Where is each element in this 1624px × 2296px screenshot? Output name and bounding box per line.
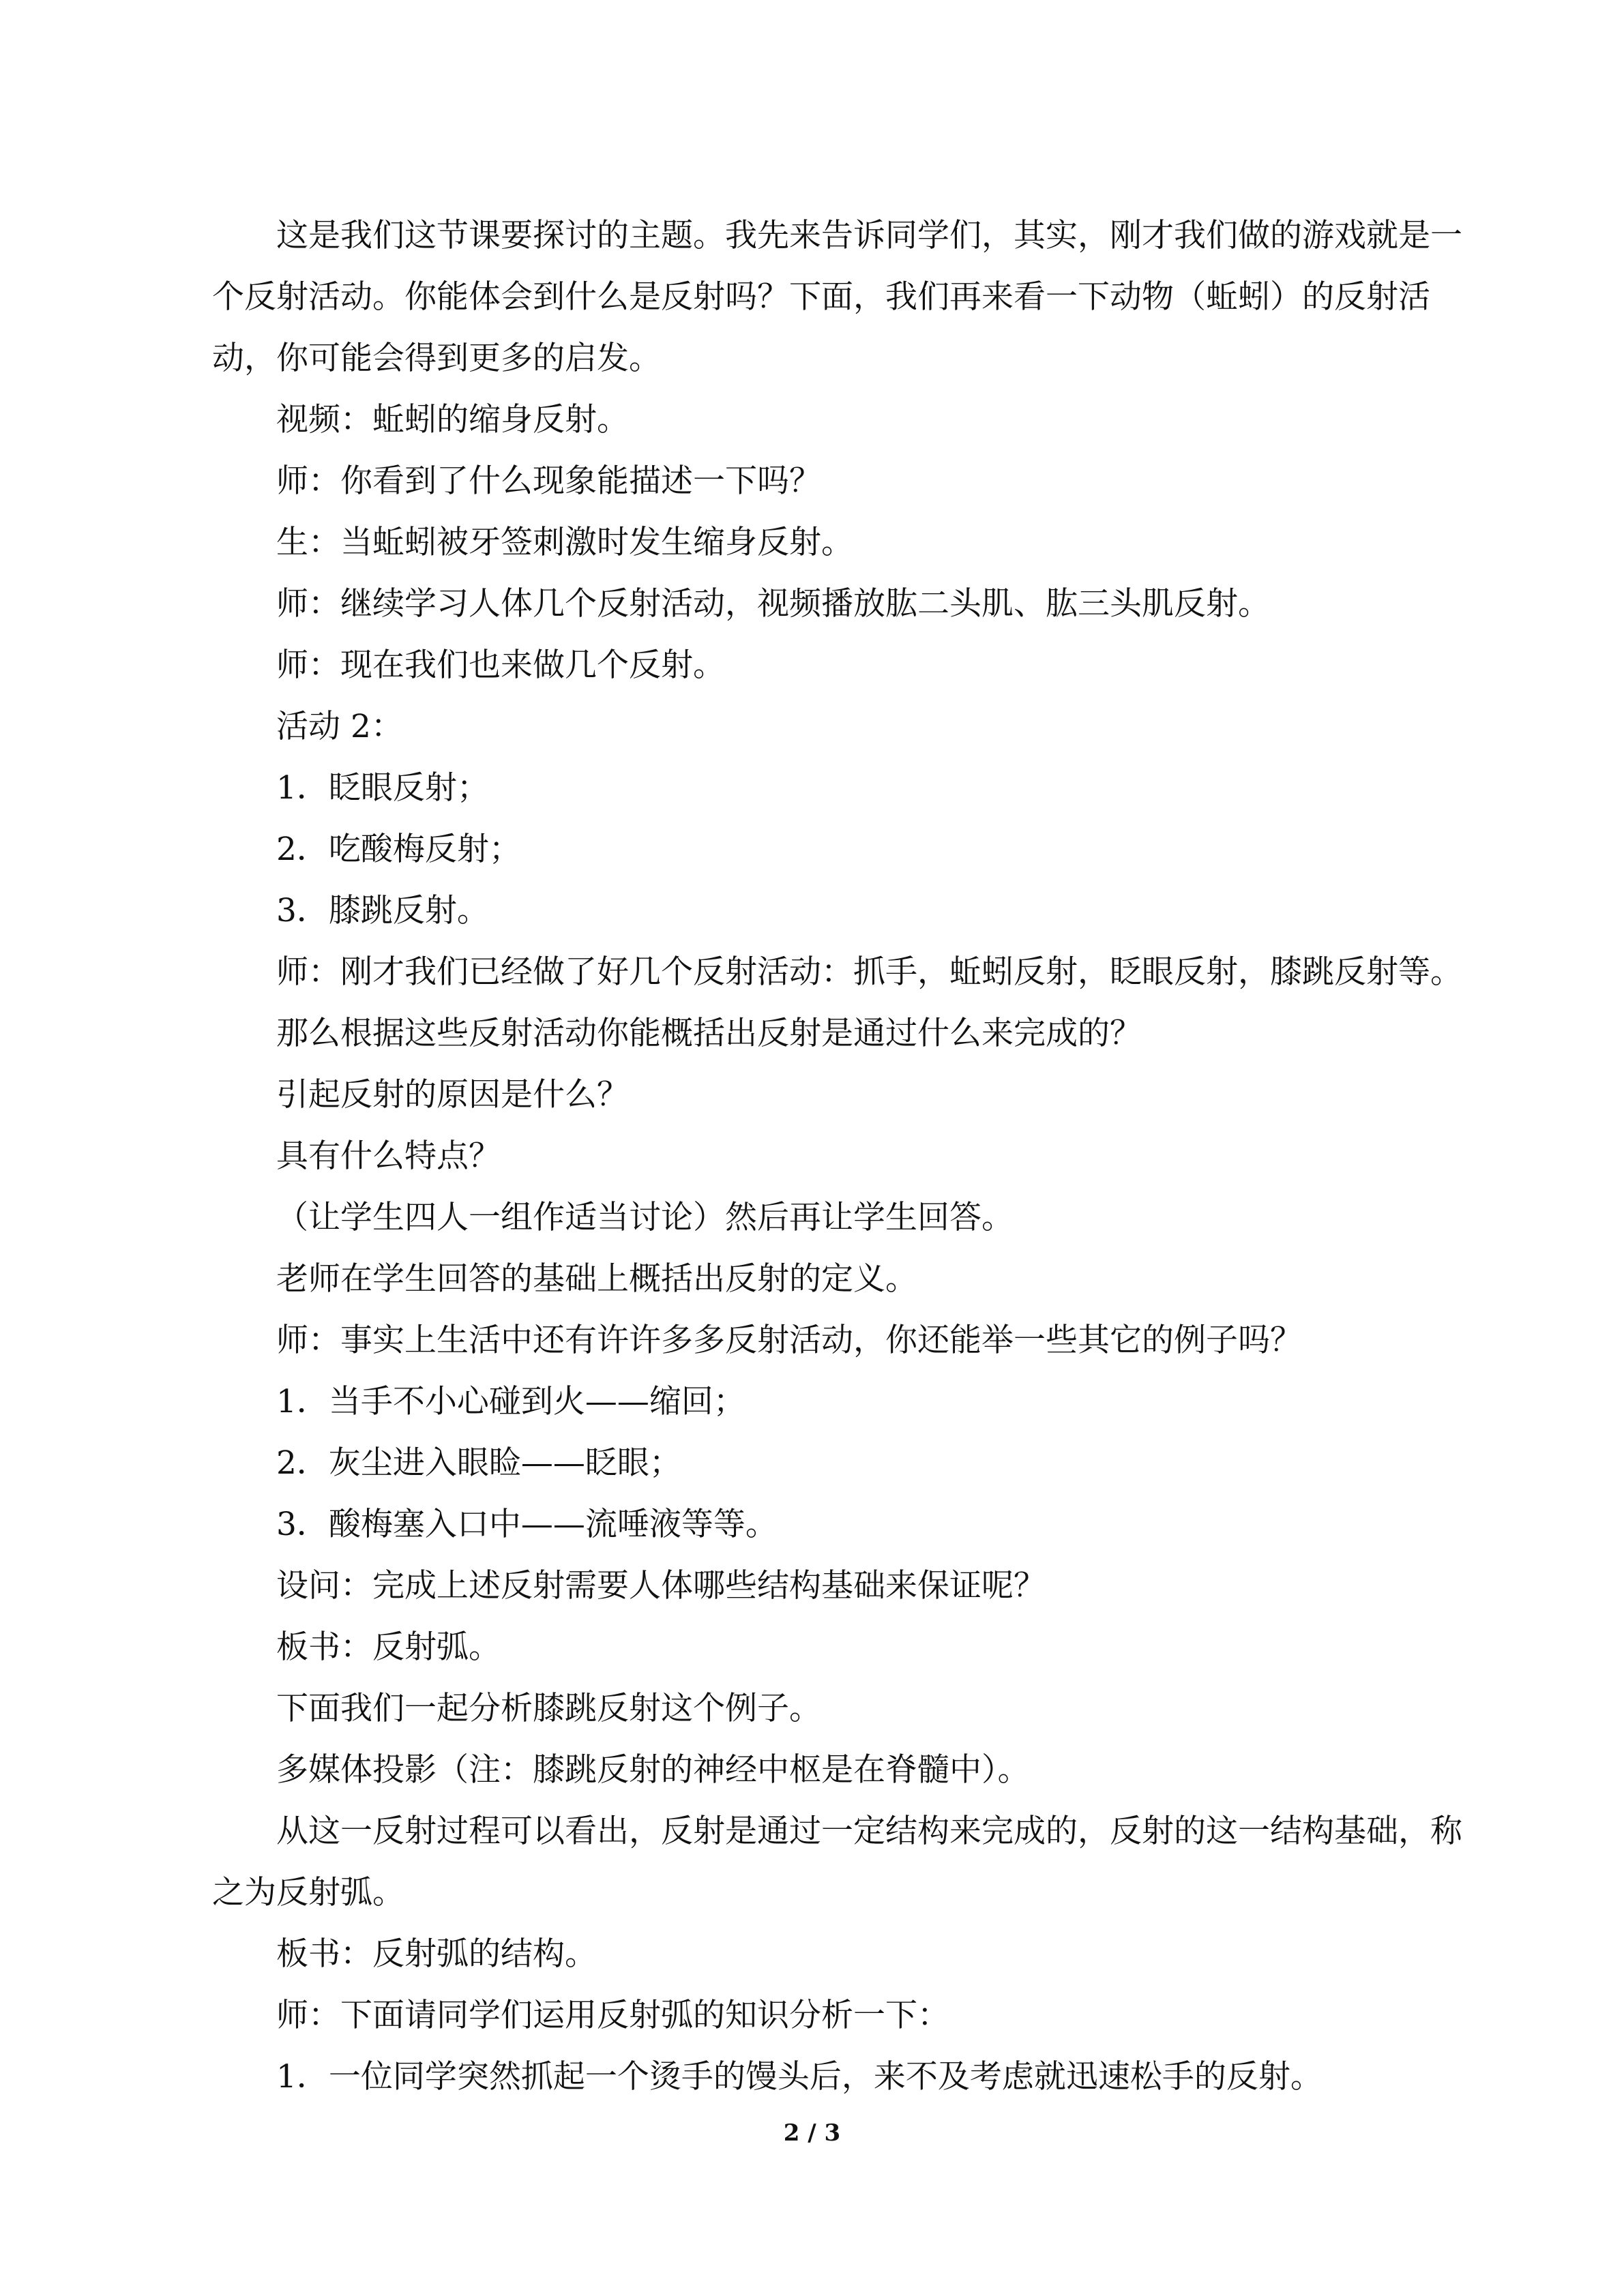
paragraph: 视频：蚯蚓的缩身反射。 [276,401,629,438]
document-body [212,205,1479,2108]
paragraph: 师：刚才我们已经做了好几个反射活动：抓手，蚯蚓反射，眨眼反射，膝跳反射等。 [276,953,1462,991]
paragraph: 下面我们一起分析膝跳反射这个例子。 [276,1690,821,1727]
list-item: 1．当手不小心碰到火——缩回； [276,1383,745,1420]
paragraph: 师：下面请同学们运用反射弧的知识分析一下： [276,1997,949,2034]
paragraph: 生：当蚯蚓被牙签刺激时发生缩身反射。 [276,524,853,561]
paragraph: 那么根据这些反射活动你能概括出反射是通过什么来完成的？ [276,1015,1142,1052]
paragraph: 设问：完成上述反射需要人体哪些结构基础来保证呢？ [276,1567,1046,1605]
list-item: 2．灰尘进入眼睑——眨眼； [276,1444,681,1482]
paragraph: 师：你看到了什么现象能描述一下吗？ [276,462,821,500]
list-item: 1．一位同学突然抓起一个烫手的馒头后，来不及考虑就迅速松手的反射。 [276,2058,1323,2096]
paragraph: 活动 2： [276,708,403,745]
paragraph: 引起反射的原因是什么？ [276,1076,629,1114]
page-number: 2 / 3 [783,2119,841,2147]
list-item: 2．吃酸梅反射； [276,831,521,868]
paragraph: 老师在学生回答的基础上概括出反射的定义。 [276,1260,917,1298]
paragraph: 板书：反射弧。 [276,1628,501,1666]
paragraph: 板书：反射弧的结构。 [276,1935,597,1973]
paragraph: 多媒体投影（注：膝跳反射的神经中枢是在脊髓中）。 [276,1751,1030,1789]
paragraph: 具有什么特点？ [276,1137,501,1175]
list-item: 3．膝跳反射。 [276,892,489,929]
paragraph: 这是我们这节课要探讨的主题。我先来告诉同学们，其实，刚才我们做的游戏就是一个反射活动。你能体会到什么是反射吗？下面，我们再来看一下动物（蚯蚓）的反射活动，你可能会得到更多的启发。 [212,217,1462,377]
list-item: 1．眨眼反射； [276,769,489,807]
list-item: 3．酸梅塞入口中——流唾液等等。 [276,1506,778,1543]
paragraph: 师：现在我们也来做几个反射。 [276,646,725,684]
paragraph: 从这一反射过程可以看出，反射是通过一定结构来完成的，反射的这一结构基础，称之为反射弧。 [212,1813,1462,1911]
paragraph: 师：继续学习人体几个反射活动，视频播放肱二头肌、肱三头肌反射。 [276,585,1270,623]
paragraph: （让学生四人一组作适当讨论）然后再让学生回答。 [276,1199,1014,1236]
paragraph: 师：事实上生活中还有许许多多反射活动，你还能举一些其它的例子吗？ [276,1322,1302,1359]
